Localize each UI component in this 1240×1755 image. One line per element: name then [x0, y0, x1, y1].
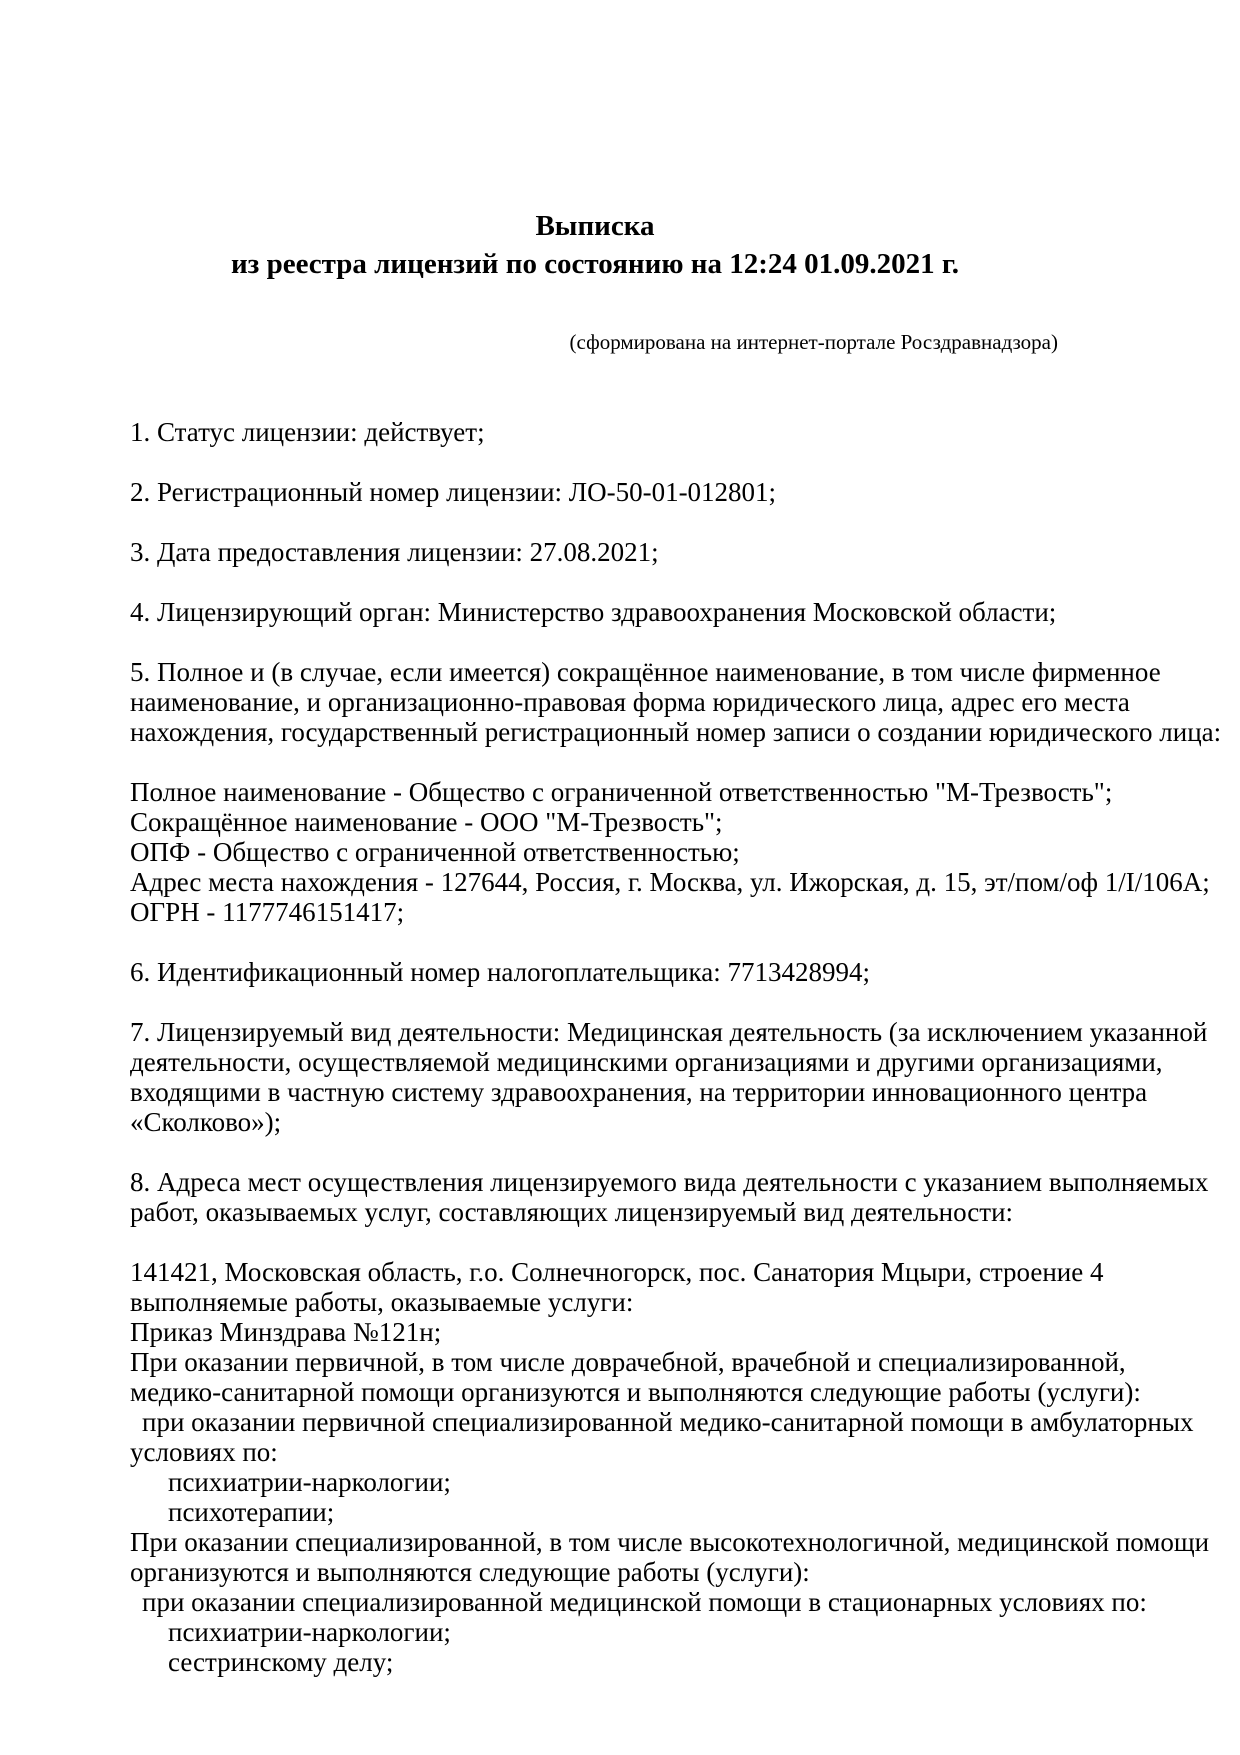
- field-license-status: 1. Статус лицензии: действует;: [130, 417, 485, 447]
- document-title: [130, 207, 1110, 283]
- section-7-line: 7. Лицензируемый вид деятельности: Медицинская деятельность (за исключением указанной: [130, 1017, 1208, 1047]
- field-licensing-authority: 4. Лицензирующий орган: Министерство здравоохранения Московской области;: [130, 597, 1057, 627]
- section-8-line: работ, оказываемых услуг, составляющих лицензируемый вид деятельности:: [130, 1197, 1014, 1227]
- document-subtitle: (сформирована на интернет-портале Росздравнадзора): [569, 330, 1058, 354]
- section-7-activity-type: [130, 1017, 1208, 1137]
- org-ogrn: ОГРН - 1177746151417;: [130, 897, 405, 927]
- activity-work-line: медико-санитарной помощи организуются и выполняются следующие работы (услуги):: [130, 1377, 1141, 1407]
- field-inn: 6. Идентификационный номер налогоплательщика: 7713428994;: [130, 957, 870, 987]
- section-7-line: деятельности, осуществляемой медицинскими организациями и другими организациями,: [130, 1047, 1163, 1077]
- field-issue-date: 3. Дата предоставления лицензии: 27.08.2021;: [130, 537, 659, 567]
- activity-work-line: психиатрии-наркологии;: [168, 1467, 451, 1497]
- activity-work-line: сестринскому делу;: [168, 1647, 394, 1677]
- section-5-line: наименование, и организационно-правовая форма юридического лица, адрес его места: [130, 687, 1130, 717]
- activity-address-and-works: [130, 1257, 1210, 1677]
- activity-work-line: условиях по:: [130, 1437, 278, 1467]
- section-5-line: нахождения, государственный регистрационный номер записи о создании юридического лица:: [130, 717, 1222, 747]
- activity-work-line: психотерапии;: [168, 1497, 335, 1527]
- section-8-addresses-heading: [130, 1167, 1209, 1227]
- organization-details: [130, 777, 1210, 927]
- field-registration-number: 2. Регистрационный номер лицензии: ЛО-50-01-012801;: [130, 477, 777, 507]
- section-7-line: «Сколково»);: [130, 1107, 282, 1137]
- minzdrav-order-line: Приказ Минздрава №121н;: [130, 1317, 442, 1347]
- section-5-heading: [130, 657, 1222, 747]
- activity-work-line: При оказании специализированной, в том числе высокотехнологичной, медицинской помощи: [130, 1527, 1210, 1557]
- org-full-name: Полное наименование - Общество с ограниченной ответственностью "М-Трезвость";: [130, 777, 1113, 807]
- org-address: Адрес места нахождения - 127644, Россия, г. Москва, ул. Ижорская, д. 15, эт/пом/оф 1/I/106А;: [130, 867, 1210, 897]
- section-5-line: 5. Полное и (в случае, если имеется) сокращённое наименование, в том числе фирменное: [130, 657, 1161, 687]
- org-short-name: Сокращённое наименование - ООО "М-Трезвость";: [130, 807, 723, 837]
- site-address-line: 141421, Московская область, г.о. Солнечногорск, пос. Санатория Мцыри, строение 4: [130, 1257, 1104, 1287]
- title-line-2: из реестра лицензий по состоянию на 12:24 01.09.2021 г.: [230, 248, 960, 280]
- org-legal-form: ОПФ - Общество с ограниченной ответственностью;: [130, 837, 740, 867]
- activity-work-line: организуются и выполняются следующие работы (услуги):: [130, 1557, 810, 1587]
- activity-work-line: При оказании первичной, в том числе доврачебной, врачебной и специализированной,: [130, 1347, 1126, 1377]
- title-line-1: Выписка: [535, 210, 655, 242]
- activity-work-line: психиатрии-наркологии;: [168, 1617, 451, 1647]
- activity-work-line: при оказании специализированной медицинской помощи в стационарных условиях по:: [142, 1587, 1147, 1617]
- activity-work-line: при оказании первичной специализированной медико-санитарной помощи в амбулаторных: [142, 1407, 1194, 1437]
- section-8-line: 8. Адреса мест осуществления лицензируемого вида деятельности с указанием выполняемых: [130, 1167, 1209, 1197]
- section-7-line: входящими в частную систему здравоохранения, на территории инновационного центра: [130, 1077, 1148, 1107]
- works-services-label: выполняемые работы, оказываемые услуги:: [130, 1287, 634, 1317]
